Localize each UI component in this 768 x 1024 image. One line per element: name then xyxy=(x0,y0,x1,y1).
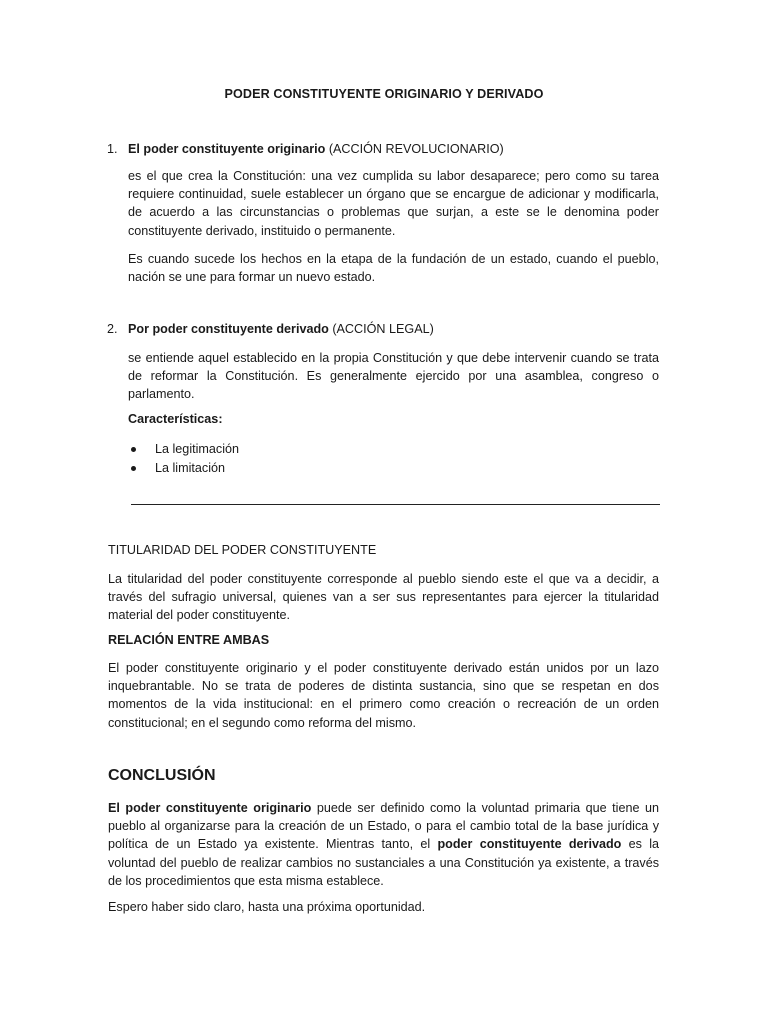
titularidad-heading: TITULARIDAD DEL PODER CONSTITUYENTE xyxy=(108,543,377,557)
conclusion-bold-1: El poder constituyente originario xyxy=(108,801,312,815)
bullet-icon xyxy=(131,466,136,471)
titularidad-paragraph: La titularidad del poder constituyente corresponde al pueblo siendo este el que va a decidir, a través del sufragio universal, quienes van a ser sus representantes para ejercer la titularidad material del poder constituyente. xyxy=(108,572,659,623)
item-1-heading-rest: (ACCIÓN REVOLUCIONARIO) xyxy=(325,142,504,156)
item-2-heading-bold: Por poder constituyente derivado xyxy=(128,322,329,336)
item-1-heading-bold: El poder constituyente originario xyxy=(128,142,326,156)
list-item xyxy=(128,459,239,478)
list-item-text: La legitimación xyxy=(155,442,240,456)
horizontal-divider xyxy=(131,504,660,505)
relacion-paragraph: El poder constituyente originario y el poder constituyente derivado están unidos por un lazo inquebrantable. No se trata de poderes de distinta sustancia, sino que se respetan en dos momentos de la vida institucional: en el primero como creación o recreación de un orden constitucional; en el segundo como reforma del mismo. xyxy=(108,661,659,730)
characteristics-list xyxy=(128,440,239,477)
bullet-icon xyxy=(131,447,136,452)
item-1-number: 1. xyxy=(107,142,118,156)
item-2-number: 2. xyxy=(107,322,118,336)
conclusion-heading: CONCLUSIÓN xyxy=(108,767,216,784)
item-2-heading xyxy=(107,322,434,336)
item-1-paragraph-1: es el que crea la Constitución: una vez cumplida su labor desaparece; pero como su tarea requiere continuidad, suele establecer un órgano que se encargue de adicionar y modificarla, de acuerdo a las circunstancias o problemas que surjan, a este se le denomina poder constituyente derivado, instituido o permanente. xyxy=(128,169,659,238)
conclusion-paragraph xyxy=(108,799,659,890)
relacion-heading: RELACIÓN ENTRE AMBAS xyxy=(108,633,270,647)
item-1-paragraph-2: Es cuando sucede los hechos en la etapa de la fundación de un estado, cuando el pueblo, nación se une para formar un nuevo estado. xyxy=(128,252,659,285)
list-item-text: La limitación xyxy=(155,460,225,475)
conclusion-text-2: es la voluntad del pueblo de realizar cambios no sustanciales a una Constitución ya existente, a través de los procedimientos que esta misma establece. xyxy=(108,837,659,888)
item-1-heading xyxy=(107,142,504,156)
conclusion-bold-2: poder constituyente derivado xyxy=(437,837,622,852)
conclusion-text-1: puede ser definido como la voluntad primaria que tiene un pueblo al organizarse para la creación de un Estado, o para el cambio total de la base jurídica y política de un Estado ya existente. Mientras tanto, el xyxy=(108,801,660,852)
item-2-heading-rest: (ACCIÓN LEGAL) xyxy=(328,322,434,336)
closing-line: Espero haber sido claro, hasta una próxima oportunidad. xyxy=(108,900,426,914)
characteristics-label: Características: xyxy=(128,412,223,426)
document-title: PODER CONSTITUYENTE ORIGINARIO Y DERIVADO xyxy=(224,87,544,101)
list-item xyxy=(128,440,239,459)
item-2-paragraph-1: se entiende aquel establecido en la propia Constitución y que debe intervenir cuando se trata de reformar la Constitución. Es generalmente ejercido por una asamblea, congreso o parlamento. xyxy=(128,351,659,402)
